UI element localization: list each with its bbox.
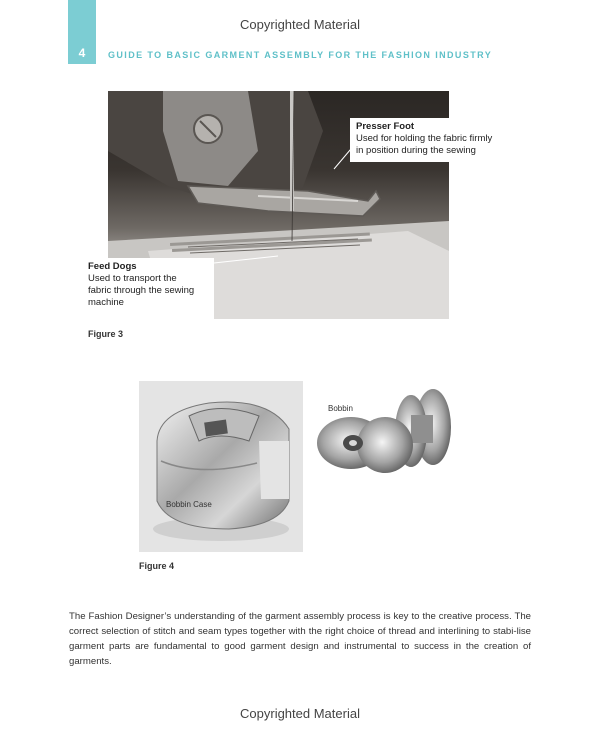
watermark-bottom: Copyrighted Material: [240, 706, 360, 721]
page-number: 4: [78, 46, 86, 60]
feed-dogs-desc-line1: Used to transport the: [88, 273, 177, 284]
figure4-label: Figure 4: [139, 561, 175, 571]
body-paragraph: The Fashion Designer’s understanding of the garment assembly process is key to the creative process. The correct selection of stitch and seam types together with the right choice of thread and interlining to stabi-lise garment parts are fundamental to good garment design and instrumental to success in the creation of garments.: [69, 611, 531, 667]
presser-foot-callout: [350, 118, 508, 162]
bobbin-case-photo: [139, 381, 303, 552]
feed-dogs-desc-line2: fabric through the sewing: [88, 285, 195, 296]
presser-foot-desc-line1: Used for holding the fabric firmly: [356, 133, 493, 144]
feed-dogs-desc-line3: machine: [88, 297, 124, 308]
presser-foot-title: Presser Foot: [356, 121, 415, 132]
bobbins-photo: [313, 385, 463, 489]
watermark-top: Copyrighted Material: [240, 17, 360, 32]
feed-dogs-callout: [84, 258, 214, 320]
bobbin-label: Bobbin: [328, 404, 353, 413]
bobbin-case-label: Bobbin Case: [166, 500, 212, 509]
feed-dogs-title: Feed Dogs: [88, 261, 137, 272]
presser-foot-desc-line2: in position during the sewing: [356, 145, 476, 156]
figure3-label: Figure 3: [88, 329, 124, 339]
running-head: GUIDE TO BASIC GARMENT ASSEMBLY FOR THE FASHION INDUSTRY: [108, 50, 493, 60]
